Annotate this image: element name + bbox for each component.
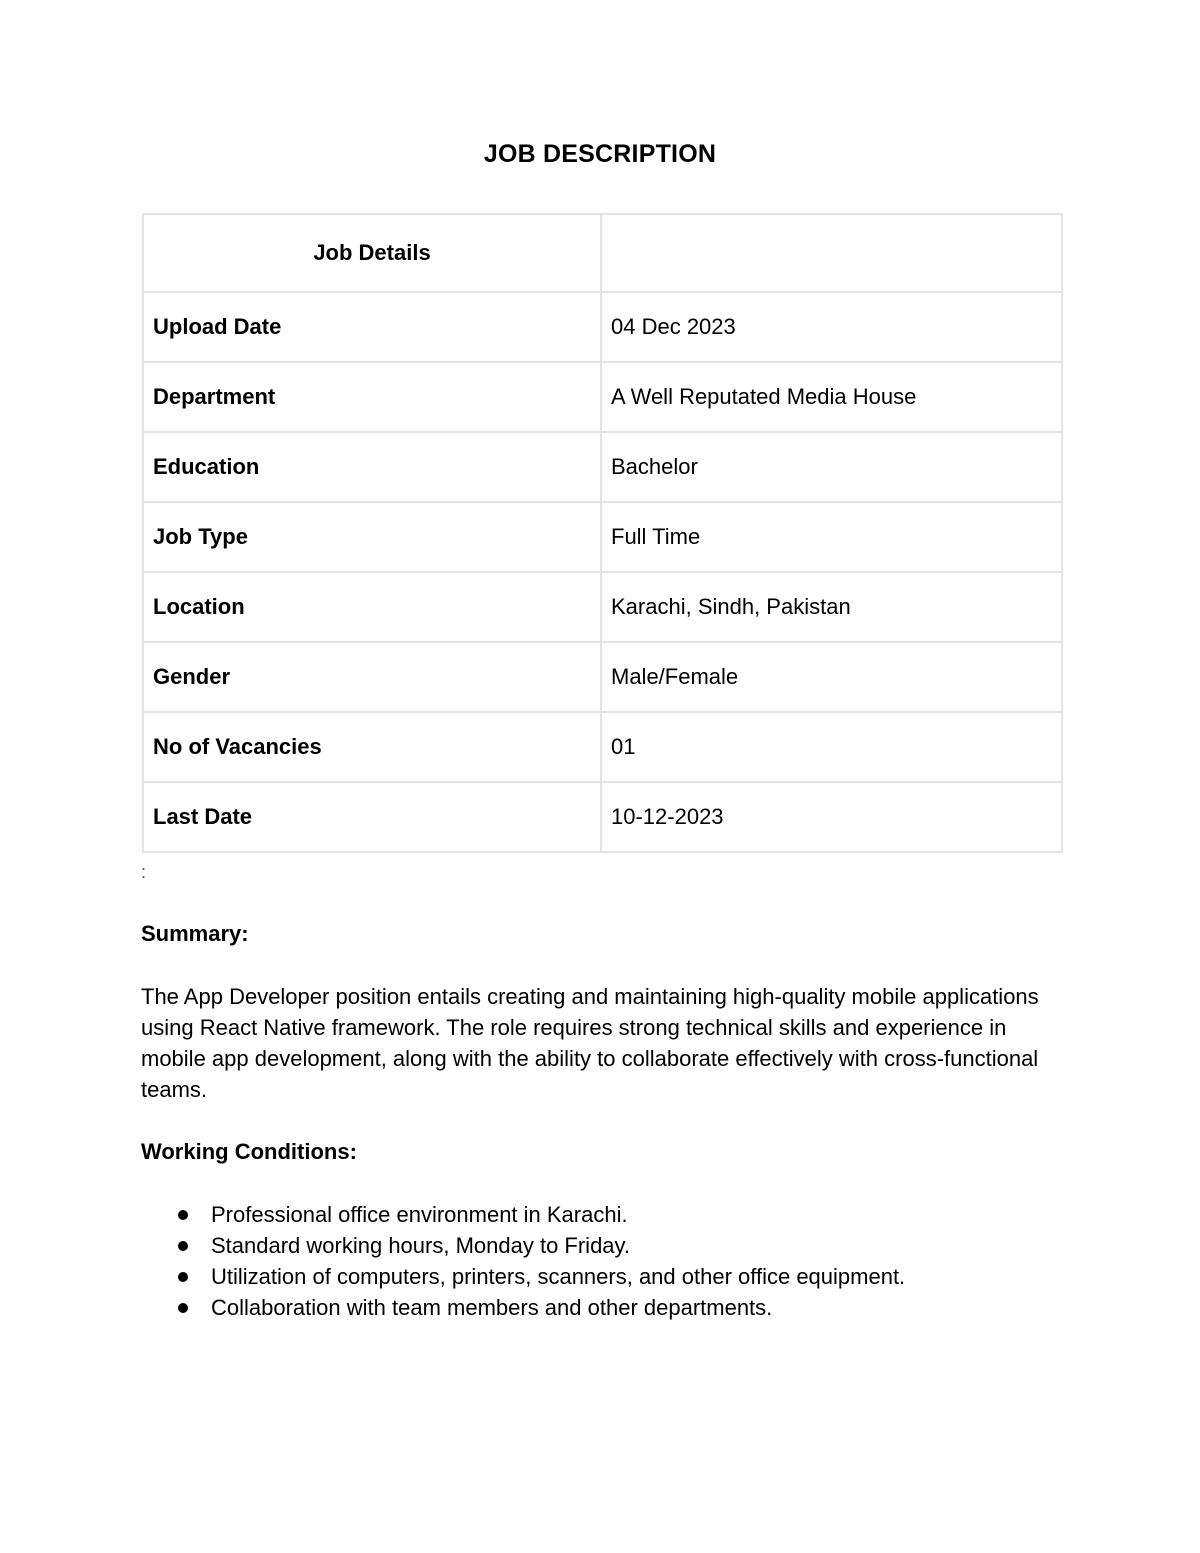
table-row <box>143 572 1062 642</box>
summary-heading: Summary: <box>141 921 249 946</box>
field-value-vacancies: 01 <box>601 712 1062 782</box>
field-value-gender: Male/Female <box>601 642 1062 712</box>
table-row <box>143 362 1062 432</box>
field-label-job-type: Job Type <box>143 502 601 572</box>
job-details-table <box>142 213 1063 853</box>
list-item <box>141 1292 905 1323</box>
field-label-gender: Gender <box>143 642 601 712</box>
bullet-icon <box>178 1272 188 1282</box>
field-label-upload-date: Upload Date <box>143 292 601 362</box>
field-label-department: Department <box>143 362 601 432</box>
working-conditions-heading: Working Conditions: <box>141 1139 357 1164</box>
list-item-text: Professional office environment in Karachi. <box>211 1202 628 1227</box>
job-details-heading: Job Details <box>313 240 431 265</box>
working-conditions-list <box>141 1199 905 1323</box>
table-row <box>143 782 1062 852</box>
field-label-location: Location <box>143 572 601 642</box>
summary-paragraph: The App Developer position entails creating and maintaining high-quality mobile applications using React Native framework. The role requires strong technical skills and experience in mobile app development, along with the ability to collaborate effectively with cross-functional teams. <box>141 984 1039 1102</box>
table-row <box>143 712 1062 782</box>
field-value-upload-date: 04 Dec 2023 <box>601 292 1062 362</box>
field-label-education: Education <box>143 432 601 502</box>
list-item <box>141 1199 905 1230</box>
list-item-text: Standard working hours, Monday to Friday. <box>211 1233 631 1258</box>
bullet-icon <box>178 1241 188 1251</box>
field-value-department: A Well Reputated Media House <box>601 362 1062 432</box>
list-item <box>141 1261 905 1292</box>
table-header-value-cell <box>601 214 1062 292</box>
field-value-last-date: 10-12-2023 <box>601 782 1062 852</box>
document-title: JOB DESCRIPTION <box>483 140 717 168</box>
list-item <box>141 1230 905 1261</box>
list-item-text: Collaboration with team members and other departments. <box>211 1295 773 1320</box>
field-value-location: Karachi, Sindh, Pakistan <box>601 572 1062 642</box>
table-row <box>143 502 1062 572</box>
table-row <box>143 432 1062 502</box>
list-item-text: Utilization of computers, printers, scanners, and other office equipment. <box>211 1264 906 1289</box>
bullet-icon <box>178 1210 188 1220</box>
table-header-row <box>143 214 1062 292</box>
field-value-job-type: Full Time <box>601 502 1062 572</box>
field-value-education: Bachelor <box>601 432 1062 502</box>
field-label-last-date: Last Date <box>143 782 601 852</box>
bullet-icon <box>178 1303 188 1313</box>
table-row <box>143 642 1062 712</box>
table-row <box>143 292 1062 362</box>
field-label-vacancies: No of Vacancies <box>143 712 601 782</box>
stray-colon-mark: : <box>141 862 147 882</box>
table-header-cell <box>143 214 601 292</box>
